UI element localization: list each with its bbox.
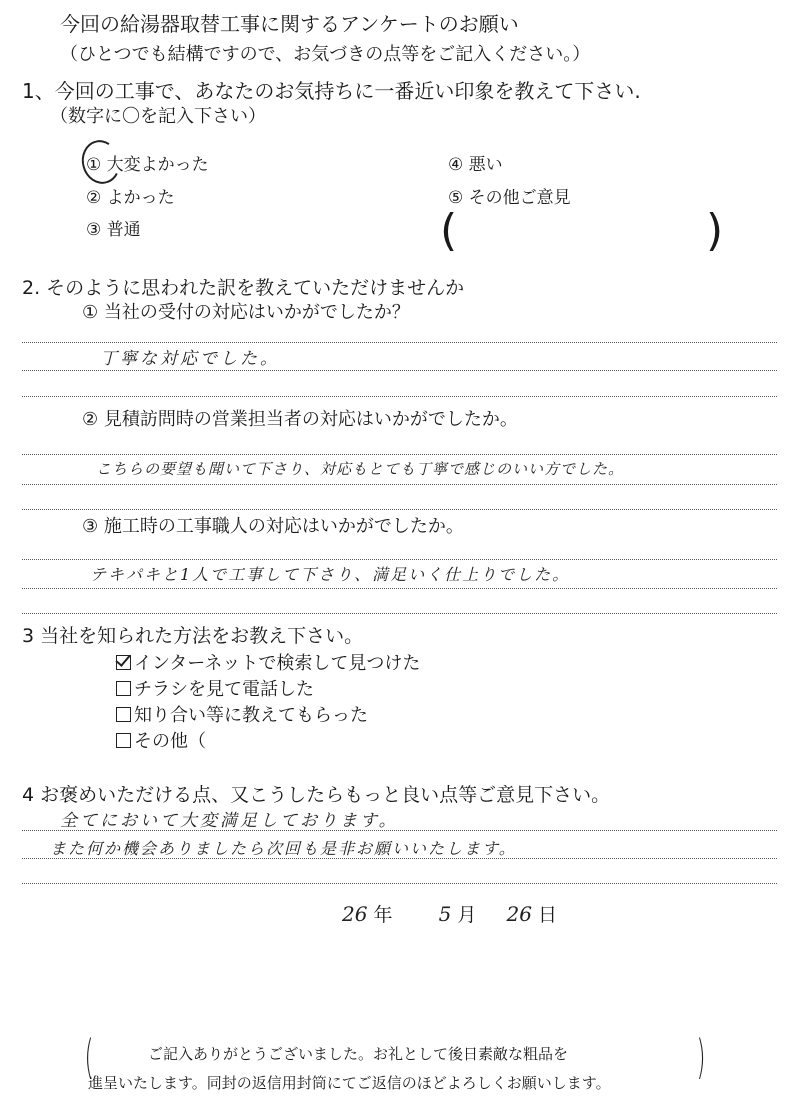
checkbox[interactable] — [116, 681, 131, 696]
q1-question: 1、今回の工事で、あなたのお気持ちに一番近い印象を教えて下さい. — [22, 79, 641, 103]
date-year-unit: 年 — [373, 904, 393, 926]
q4-question: 4 お褒めいただける点、又こうしたらもっと良い点等ご意見下さい。 — [22, 784, 611, 806]
answer-line — [22, 588, 777, 589]
option-label: 普通 — [106, 220, 141, 240]
answer-line — [22, 370, 777, 371]
option-label: チラシを見て電話した — [134, 679, 314, 700]
checkbox[interactable] — [116, 733, 131, 748]
answer-line — [22, 883, 777, 884]
option-label: よかった — [106, 188, 175, 208]
option-label: その他ご意見 — [468, 188, 571, 208]
option-label: その他（ — [134, 731, 206, 752]
q3-question: 3 当社を知られた方法をお教え下さい。 — [22, 625, 364, 647]
date-day-unit: 日 — [538, 904, 558, 926]
q2-sub2-label: ② 見積訪問時の営業担当者の対応はいかがでしたか。 — [82, 409, 518, 430]
q3-option-4[interactable] — [116, 727, 206, 753]
q4-answer-2: また何か機会ありましたら次回も是非お願いいたします。 — [50, 839, 517, 858]
other-close-paren: ) — [706, 205, 724, 256]
footer-line-2: 進呈いたします。同封の返信用封筒にてご返信のほどよろしくお願いします。 — [88, 1074, 611, 1092]
option-label: 悪い — [468, 155, 503, 175]
answer-line — [22, 454, 777, 455]
option-number: ② — [86, 188, 102, 208]
q4-answer-1: 全てにおいて大変満足しております。 — [60, 811, 399, 831]
date-year: 26 — [342, 902, 368, 926]
footer-line-1: ご記入ありがとうございました。お礼として後日素敵な粗品を — [148, 1045, 569, 1063]
answer-line — [22, 484, 777, 485]
q2-sub3-answer: テキパキと1人で工事して下さり、満足いく仕上りでした。 — [90, 565, 571, 584]
option-label: インターネットで検索して見つけた — [134, 653, 421, 674]
answer-line — [22, 342, 777, 343]
answer-line — [22, 509, 777, 510]
survey-title: 今回の給湯器取替工事に関するアンケートのお願い — [60, 12, 519, 36]
q2-sub1-answer: 丁寧な対応でした。 — [100, 349, 280, 369]
checkbox[interactable] — [116, 707, 131, 722]
date — [342, 900, 557, 927]
q1-option-3[interactable] — [86, 215, 141, 240]
option-label: 知り合い等に教えてもらった — [134, 705, 368, 726]
q3-option-2[interactable] — [116, 675, 314, 701]
survey-subtitle: （ひとつでも結構ですので、お気づきの点等をご記入ください。） — [60, 44, 591, 65]
answer-line — [22, 613, 777, 614]
answer-line — [22, 830, 777, 831]
q1-instruction: （数字に〇を記入下さい） — [50, 106, 266, 127]
option-label: 大変よかった — [106, 155, 209, 175]
q1-option-2[interactable] — [86, 183, 175, 208]
answer-line — [22, 396, 777, 397]
answer-line — [22, 858, 777, 859]
q2-sub1-label: ① 当社の受付の対応はいかがでしたか？ — [82, 302, 410, 323]
date-month-unit: 月 — [457, 904, 477, 926]
q2-question: 2. そのように思われた訳を教えていただけませんか — [22, 277, 465, 299]
other-open-paren: ( — [440, 205, 458, 256]
q2-sub3-label: ③ 施工時の工事職人の対応はいかがでしたか。 — [82, 516, 464, 537]
q1-option-1[interactable] — [86, 150, 209, 175]
option-number: ③ — [86, 220, 102, 240]
answer-line — [22, 559, 777, 560]
option-number: ⑤ — [448, 188, 464, 208]
option-number: ① — [86, 155, 102, 175]
date-month: 5 — [438, 902, 452, 926]
q1-option-5[interactable] — [448, 183, 571, 208]
date-day: 26 — [506, 902, 532, 926]
q3-option-1[interactable] — [116, 649, 420, 675]
footer-open-bracket: ( — [84, 1030, 94, 1084]
footer-close-bracket: ) — [696, 1030, 706, 1084]
option-number: ④ — [448, 155, 464, 175]
q1-option-4[interactable] — [448, 150, 503, 175]
q2-sub2-answer: こちらの要望も聞いて下さり、対応もとても丁寧で感じのいい方でした。 — [96, 460, 625, 478]
checkbox-checked[interactable] — [116, 655, 131, 670]
q3-option-3[interactable] — [116, 701, 368, 727]
